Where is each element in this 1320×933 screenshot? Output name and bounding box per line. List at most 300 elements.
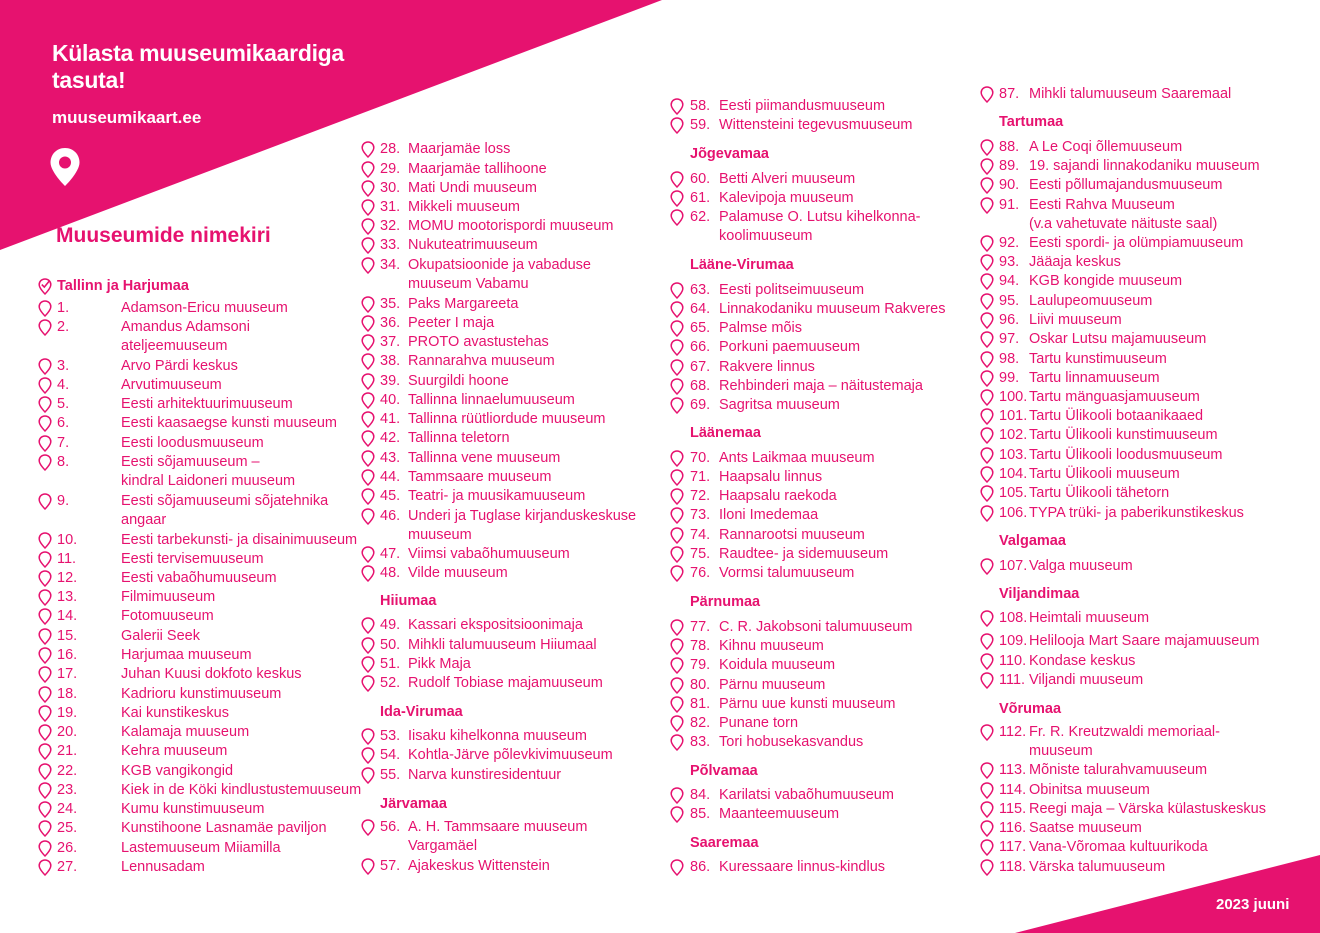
museum-name: Tartu Ülikooli tähetorn <box>1029 485 1170 501</box>
location-pin-icon <box>38 551 52 568</box>
region-heading: Jõgevamaa <box>690 146 769 162</box>
location-pin-icon <box>670 677 684 694</box>
museum-name: Underi ja Tuglase kirjanduskeskuse <box>408 508 637 524</box>
museum-name: Karilatsi vabaõhumuuseum <box>719 787 894 803</box>
museum-name: Tartu linnamuuseum <box>1029 370 1160 386</box>
museum-number: 3. <box>57 358 70 374</box>
location-pin-icon <box>38 589 52 606</box>
museum-number: 117. <box>999 839 1027 855</box>
museum-number: 23. <box>57 782 78 798</box>
location-pin-icon <box>361 469 375 486</box>
museum-name: Eesti spordi- ja olümpiamuuseum <box>1029 235 1244 251</box>
museum-name: Tallinna teletorn <box>408 430 510 446</box>
museum-number: 99. <box>999 370 1020 386</box>
museum-name: Kuressaare linnus-kindlus <box>719 859 886 875</box>
location-pin-icon <box>670 859 684 876</box>
location-pin-icon <box>361 767 375 784</box>
museum-name: Kalevipoja muuseum <box>719 190 854 206</box>
location-pin-icon <box>38 415 52 432</box>
location-pin-icon <box>980 351 994 368</box>
location-pin-icon <box>980 331 994 348</box>
museum-number: 37. <box>380 334 401 350</box>
museum-number: 75. <box>690 546 711 562</box>
museum-name: Eesti Rahva Muuseum <box>1029 197 1175 213</box>
location-pin-icon <box>980 859 994 876</box>
location-pin-icon <box>980 672 994 689</box>
museum-number: 32. <box>380 218 401 234</box>
museum-number: 106. <box>999 505 1028 521</box>
museum-name: Maarjamäe loss <box>408 141 511 157</box>
museum-name: Fr. R. Kreutzwaldi memoriaal- <box>1029 724 1220 740</box>
museum-name: Mihkli talumuuseum Saaremaal <box>1029 86 1232 102</box>
location-pin-icon <box>670 450 684 467</box>
location-pin-icon <box>670 378 684 395</box>
museum-number: 68. <box>690 378 711 394</box>
museum-number: 10. <box>57 532 78 548</box>
museum-number: 61. <box>690 190 711 206</box>
location-pin-icon <box>361 353 375 370</box>
section-title: Muuseumide nimekiri <box>56 224 271 247</box>
museum-name: Rehbinderi maja – näitustemaja <box>719 378 923 394</box>
museum-number: 26. <box>57 840 78 856</box>
location-pin-icon <box>670 469 684 486</box>
location-pin-icon <box>361 430 375 447</box>
museum-number: 107. <box>999 558 1028 574</box>
location-pin-icon <box>361 488 375 505</box>
museum-number: 112. <box>999 724 1027 740</box>
museum-number: 76. <box>690 565 711 581</box>
museum-name: Kai kunstikeskus <box>121 705 229 721</box>
location-pin-icon <box>670 488 684 505</box>
museum-name: Tallinna vene muuseum <box>408 450 561 466</box>
location-pin-icon <box>670 734 684 751</box>
museum-name: Värska talumuuseum <box>1029 859 1166 875</box>
location-pin-icon <box>361 617 375 634</box>
museum-name: Liivi muuseum <box>1029 312 1122 328</box>
header-title: Külasta muuseumikaardiga tasuta! <box>52 40 344 93</box>
museum-number: 93. <box>999 254 1020 270</box>
location-pin-icon <box>38 358 52 375</box>
museum-name: A Le Coqi õllemuuseum <box>1029 139 1183 155</box>
museum-name: Eesti tervisemuuseum <box>121 551 264 567</box>
museum-name: Viljandi muuseum <box>1029 672 1144 688</box>
museum-name: Koidula muuseum <box>719 657 836 673</box>
location-pin-icon <box>980 139 994 156</box>
location-pin-icon <box>670 507 684 524</box>
museum-name: A. H. Tammsaare muuseum <box>408 819 588 835</box>
location-pin-icon <box>361 141 375 158</box>
museum-name: Arvutimuuseum <box>121 377 222 393</box>
museum-name-continued: kindral Laidoneri muuseum <box>121 473 296 489</box>
museum-number: 34. <box>380 257 401 273</box>
museum-name-continued: ateljeemuuseum <box>121 338 228 354</box>
location-pin-icon <box>670 171 684 188</box>
museum-number: 62. <box>690 209 711 225</box>
museum-name: Rannarahva muuseum <box>408 353 555 369</box>
region-heading: Järvamaa <box>380 796 447 812</box>
location-pin-icon <box>361 161 375 178</box>
location-pin-icon <box>361 747 375 764</box>
museum-number: 71. <box>690 469 711 485</box>
location-pin-icon <box>980 235 994 252</box>
location-pin-icon <box>361 237 375 254</box>
location-pin-icon <box>670 339 684 356</box>
location-pin-icon <box>670 98 684 115</box>
museum-number: 98. <box>999 351 1020 367</box>
museum-number: 42. <box>380 430 401 446</box>
museum-name: Raudtee- ja sidemuuseum <box>719 546 889 562</box>
location-pin-icon <box>38 859 52 876</box>
museum-name: Nukuteatrimuuseum <box>408 237 538 253</box>
location-pin-icon <box>38 666 52 683</box>
location-pin-icon <box>670 806 684 823</box>
museum-number: 85. <box>690 806 711 822</box>
museum-number: 45. <box>380 488 401 504</box>
museum-name: Vilde muuseum <box>408 565 508 581</box>
location-pin-icon <box>980 273 994 290</box>
museum-number: 67. <box>690 359 711 375</box>
footer-date: 2023 juuni <box>1216 896 1290 913</box>
location-pin-icon <box>980 427 994 444</box>
museum-name: Palmse mõis <box>719 320 802 336</box>
museum-number: 70. <box>690 450 711 466</box>
museum-number: 17. <box>57 666 78 682</box>
museum-number: 5. <box>57 396 70 412</box>
location-pin-icon <box>38 801 52 818</box>
location-pin-icon <box>980 389 994 406</box>
museum-number: 14. <box>57 608 78 624</box>
location-pin-icon <box>980 839 994 856</box>
museum-name: Valga muuseum <box>1029 558 1133 574</box>
museum-number: 109. <box>999 633 1028 649</box>
museum-number: 114. <box>999 782 1027 798</box>
location-pin-icon <box>38 628 52 645</box>
museum-number: 2. <box>57 319 70 335</box>
region-heading: Hiiumaa <box>380 593 437 609</box>
museum-name: Okupatsioonide ja vabaduse <box>408 257 591 273</box>
museum-name: Palamuse O. Lutsu kihelkonna- <box>719 209 921 225</box>
location-pin-icon <box>38 396 52 413</box>
museum-name-continued: muuseum Vabamu <box>408 276 529 292</box>
museum-name: Kondase keskus <box>1029 653 1136 669</box>
location-pin-icon <box>38 532 52 549</box>
museum-number: 95. <box>999 293 1020 309</box>
museum-name: Pärnu muuseum <box>719 677 826 693</box>
location-pin-icon <box>670 546 684 563</box>
location-pin-icon <box>980 197 994 214</box>
location-pin-icon <box>670 320 684 337</box>
location-pin-icon <box>361 218 375 235</box>
region-heading: Viljandimaa <box>999 586 1080 602</box>
location-pin-icon <box>38 377 52 394</box>
location-pin-icon <box>38 724 52 741</box>
location-pin-icon <box>361 334 375 351</box>
location-pin-icon <box>980 408 994 425</box>
location-pin-icon <box>980 653 994 670</box>
museum-number: 33. <box>380 237 401 253</box>
check-pin-icon <box>38 278 52 295</box>
location-pin-icon <box>361 728 375 745</box>
museum-name-continued: Vargamäel <box>408 838 478 854</box>
museum-name: Galerii Seek <box>121 628 200 644</box>
museum-number: 9. <box>57 493 70 509</box>
museum-number: 88. <box>999 139 1020 155</box>
museum-number: 58. <box>690 98 711 114</box>
museum-number: 60. <box>690 171 711 187</box>
museum-name: Saatse muuseum <box>1029 820 1142 836</box>
location-pin-icon <box>38 493 52 510</box>
museum-name: Laulupeomuuseum <box>1029 293 1153 309</box>
museum-name: 19. sajandi linnakodaniku muuseum <box>1029 158 1260 174</box>
museum-name: Haapsalu raekoda <box>719 488 837 504</box>
museum-name: KGB kongide muuseum <box>1029 273 1183 289</box>
museum-number: 105. <box>999 485 1028 501</box>
museum-name: Narva kunstiresidentuur <box>408 767 562 783</box>
region-heading: Tartumaa <box>999 114 1064 130</box>
museum-number: 44. <box>380 469 401 485</box>
museum-number: 57. <box>380 858 401 874</box>
location-pin-icon <box>49 147 81 187</box>
location-pin-icon <box>38 840 52 857</box>
location-pin-icon <box>361 675 375 692</box>
location-pin-icon <box>361 637 375 654</box>
museum-name: Eesti arhitektuurimuuseum <box>121 396 293 412</box>
location-pin-icon <box>361 656 375 673</box>
museum-name: Pärnu uue kunsti muuseum <box>719 696 896 712</box>
museum-number: 113. <box>999 762 1027 778</box>
museum-name: Tallinna rüütliordude muuseum <box>408 411 606 427</box>
museum-name-continued: muuseum <box>408 527 472 543</box>
museum-name-continued: muuseum <box>1029 743 1093 759</box>
museum-number: 52. <box>380 675 401 691</box>
museum-name: Mihkli talumuuseum Hiiumaal <box>408 637 597 653</box>
museum-number: 108. <box>999 610 1028 626</box>
museum-name: Tartu Ülikooli botaanikaaed <box>1029 408 1204 424</box>
museum-number: 46. <box>380 508 401 524</box>
location-pin-icon <box>670 696 684 713</box>
museum-name: Eesti piimandusmuuseum <box>719 98 886 114</box>
location-pin-icon <box>38 763 52 780</box>
museum-name-continued: (v.a vahetuvate näituste saal) <box>1029 216 1218 232</box>
museum-number: 1. <box>57 300 70 316</box>
museum-name: C. R. Jakobsoni talumuuseum <box>719 619 913 635</box>
museum-name: Kalamaja muuseum <box>121 724 250 740</box>
location-pin-icon <box>361 315 375 332</box>
region-heading: Valgamaa <box>999 533 1066 549</box>
museum-name: Tori hobusekasvandus <box>719 734 864 750</box>
museum-name: Betti Alveri muuseum <box>719 171 856 187</box>
museum-name: Mõniste talurahvamuuseum <box>1029 762 1208 778</box>
location-pin-icon <box>361 411 375 428</box>
museum-number: 77. <box>690 619 711 635</box>
location-pin-icon <box>38 570 52 587</box>
museum-name: Kassari ekspositsioonimaja <box>408 617 583 633</box>
header-url[interactable]: muuseumikaart.ee <box>52 108 202 127</box>
museum-number: 6. <box>57 415 70 431</box>
location-pin-icon <box>980 724 994 741</box>
museum-name: Eesti loodusmuuseum <box>121 435 264 451</box>
location-pin-icon <box>980 610 994 627</box>
museum-name: Haapsalu linnus <box>719 469 823 485</box>
museum-number: 94. <box>999 273 1020 289</box>
location-pin-icon <box>980 447 994 464</box>
museum-number: 41. <box>380 411 401 427</box>
museum-number: 64. <box>690 301 711 317</box>
museum-name: Tartu Ülikooli muuseum <box>1029 466 1180 482</box>
museum-number: 20. <box>57 724 78 740</box>
museum-name: Reegi maja – Värska külastuskeskus <box>1029 801 1266 817</box>
location-pin-icon <box>670 619 684 636</box>
museum-number: 86. <box>690 859 711 875</box>
museum-name: TYPA trüki- ja paberikunstikeskus <box>1029 505 1244 521</box>
museum-name: Iisaku kihelkonna muuseum <box>408 728 587 744</box>
museum-number: 36. <box>380 315 401 331</box>
location-pin-icon <box>361 819 375 836</box>
region-heading: Ida-Virumaa <box>380 704 463 720</box>
location-pin-icon <box>361 858 375 875</box>
museum-name: Mati Undi muuseum <box>408 180 537 196</box>
museum-number: 13. <box>57 589 78 605</box>
location-pin-icon <box>980 505 994 522</box>
museum-number: 65. <box>690 320 711 336</box>
museum-name: Linnakodaniku muuseum Rakveres <box>719 301 946 317</box>
museum-name: Eesti sõjamuuseum – <box>121 454 260 470</box>
museum-number: 19. <box>57 705 78 721</box>
museum-number: 38. <box>380 353 401 369</box>
location-pin-icon <box>670 715 684 732</box>
museum-number: 25. <box>57 820 78 836</box>
museum-number: 15. <box>57 628 78 644</box>
museum-number: 90. <box>999 177 1020 193</box>
museum-number: 7. <box>57 435 70 451</box>
museum-name: Kadrioru kunstimuuseum <box>121 686 282 702</box>
location-pin-icon <box>980 158 994 175</box>
location-pin-icon <box>670 282 684 299</box>
museum-name: Eesti kaasaegse kunsti muuseum <box>121 415 337 431</box>
museum-name: Vormsi talumuuseum <box>719 565 855 581</box>
location-pin-icon <box>980 254 994 271</box>
location-pin-icon <box>980 293 994 310</box>
museum-name: Pikk Maja <box>408 656 471 672</box>
museum-name: Eesti põllumajandusmuuseum <box>1029 177 1223 193</box>
location-pin-icon <box>670 657 684 674</box>
museum-number: 115. <box>999 801 1027 817</box>
museum-number: 96. <box>999 312 1020 328</box>
museum-number: 18. <box>57 686 78 702</box>
museum-number: 16. <box>57 647 78 663</box>
museum-name: Tartu kunstimuuseum <box>1029 351 1167 367</box>
museum-number: 12. <box>57 570 78 586</box>
location-pin-icon <box>361 180 375 197</box>
museum-number: 101. <box>999 408 1028 424</box>
museum-number: 4. <box>57 377 70 393</box>
museum-number: 39. <box>380 373 401 389</box>
museum-name: PROTO avastustehas <box>408 334 549 350</box>
museum-name: Tartu Ülikooli loodusmuuseum <box>1029 447 1223 463</box>
museum-name-continued: angaar <box>121 512 167 528</box>
location-pin-icon <box>670 397 684 414</box>
museum-name: Eesti vabaõhumuuseum <box>121 570 277 586</box>
location-pin-icon <box>38 319 52 336</box>
museum-number: 111. <box>999 672 1026 688</box>
museum-name: Eesti tarbekunsti- ja disainimuuseum <box>121 532 358 548</box>
location-pin-icon <box>361 450 375 467</box>
museum-number: 27. <box>57 859 78 875</box>
museum-name: Peeter I maja <box>408 315 495 331</box>
location-pin-icon <box>980 762 994 779</box>
region-heading: Võrumaa <box>999 701 1062 717</box>
museum-number: 59. <box>690 117 711 133</box>
museum-number: 54. <box>380 747 401 763</box>
museum-number: 29. <box>380 161 401 177</box>
museum-name: Punane torn <box>719 715 799 731</box>
location-pin-icon <box>980 782 994 799</box>
location-pin-icon <box>38 608 52 625</box>
museum-number: 8. <box>57 454 70 470</box>
location-pin-icon <box>670 638 684 655</box>
museum-name: Tartu Ülikooli kunstimuuseum <box>1029 427 1218 443</box>
museum-name: Jääaja keskus <box>1029 254 1121 270</box>
museum-number: 47. <box>380 546 401 562</box>
museum-name: Porkuni paemuuseum <box>719 339 861 355</box>
location-pin-icon <box>38 820 52 837</box>
museum-number: 30. <box>380 180 401 196</box>
museum-name: Tammsaare muuseum <box>408 469 552 485</box>
museum-number: 74. <box>690 527 711 543</box>
museum-name: Eesti sõjamuuseumi sõjatehnika <box>121 493 329 509</box>
museum-number: 43. <box>380 450 401 466</box>
museum-name: Kunstihoone Lasnamäe paviljon <box>121 820 327 836</box>
museum-name: Rakvere linnus <box>719 359 815 375</box>
location-pin-icon <box>670 117 684 134</box>
museum-name: Kihnu muuseum <box>719 638 824 654</box>
museum-name: Mikkeli muuseum <box>408 199 520 215</box>
museum-name: Ajakeskus Wittenstein <box>408 858 550 874</box>
region-heading: Läänemaa <box>690 425 761 441</box>
museum-number: 69. <box>690 397 711 413</box>
location-pin-icon <box>670 209 684 226</box>
museum-name: Eesti politseimuuseum <box>719 282 865 298</box>
museum-number: 89. <box>999 158 1020 174</box>
museum-name: Wittensteini tegevusmuuseum <box>719 117 913 133</box>
museum-number: 28. <box>380 141 401 157</box>
museum-number: 66. <box>690 339 711 355</box>
museum-name: Heimtali muuseum <box>1029 610 1150 626</box>
museum-name: Helilooja Mart Saare majamuuseum <box>1029 633 1260 649</box>
museum-number: 92. <box>999 235 1020 251</box>
museum-name: KGB vangikongid <box>121 763 234 779</box>
location-pin-icon <box>361 373 375 390</box>
location-pin-icon <box>38 743 52 760</box>
region-heading: Lääne-Virumaa <box>690 257 794 273</box>
museum-name: Suurgildi hoone <box>408 373 509 389</box>
museum-number: 51. <box>380 656 401 672</box>
museum-number: 55. <box>380 767 401 783</box>
museum-name: Lennusadam <box>121 859 205 875</box>
museum-name: Tallinna linnaelumuuseum <box>408 392 575 408</box>
location-pin-icon <box>980 86 994 103</box>
museum-name: Iloni Imedemaa <box>719 507 819 523</box>
museum-number: 87. <box>999 86 1020 102</box>
museum-number: 24. <box>57 801 78 817</box>
museum-name: Kiek in de Köki kindlustustemuuseum <box>121 782 362 798</box>
location-pin-icon <box>361 296 375 313</box>
museum-name: Adamson-Ericu muuseum <box>121 300 288 316</box>
museum-number: 81. <box>690 696 711 712</box>
location-pin-icon <box>980 370 994 387</box>
museum-name: Maarjamäe tallihoone <box>408 161 547 177</box>
museum-number: 78. <box>690 638 711 654</box>
